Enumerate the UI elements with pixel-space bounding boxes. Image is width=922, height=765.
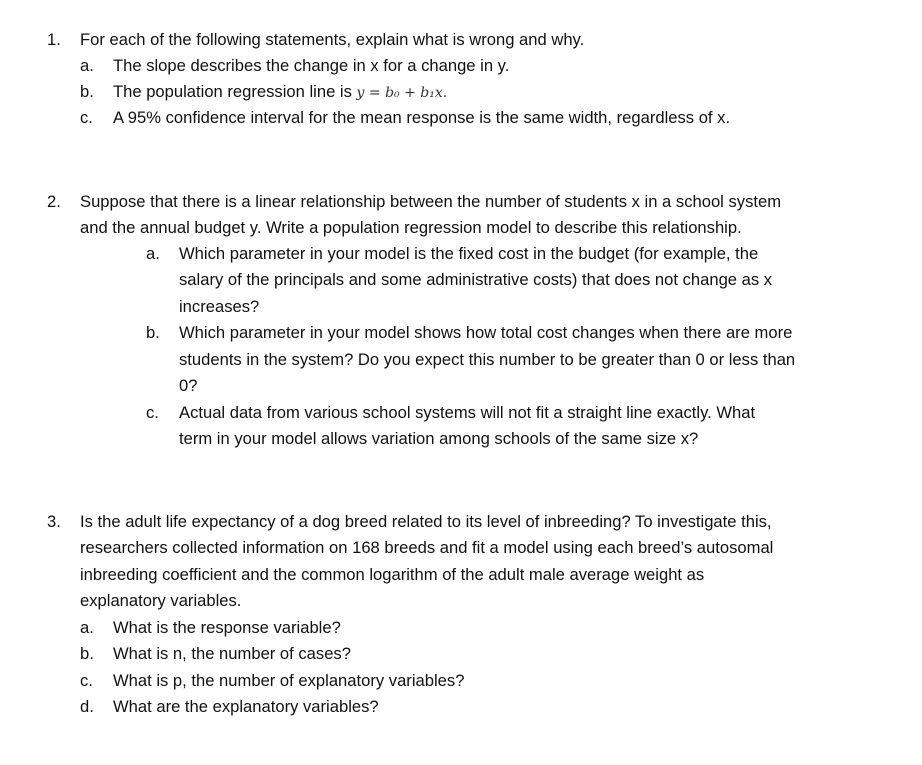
question-2-line-2: and the annual budget y. Write a population regression model to describe this relationship. bbox=[80, 218, 742, 237]
q1-part-b-text: The population regression line is bbox=[113, 82, 352, 101]
q3-part-a-label: a. bbox=[80, 618, 94, 637]
q1-part-a-text: The slope describes the change in x for a change in y. bbox=[113, 56, 510, 75]
regression-formula: y = b₀ + b₁x. bbox=[356, 85, 448, 101]
question-2-line-1: Suppose that there is a linear relationship between the number of students x in a school system bbox=[80, 192, 782, 211]
q1-part-c-label: c. bbox=[80, 108, 93, 127]
q2-part-a-line-2: salary of the principals and some administrative costs) that does not change as x bbox=[179, 270, 773, 289]
q2-part-c-label: c. bbox=[146, 403, 159, 422]
q1-part-b-line bbox=[113, 82, 447, 103]
question-3-line-2: researchers collected information on 168 breeds and fit a model using each breed’s autosomal bbox=[80, 538, 774, 557]
question-1-text: For each of the following statements, explain what is wrong and why. bbox=[80, 30, 585, 49]
q2-part-a-line-3: increases? bbox=[179, 297, 260, 316]
question-3-line-1: Is the adult life expectancy of a dog breed related to its level of inbreeding? To investigate this, bbox=[80, 512, 772, 531]
q2-part-c-line-1: Actual data from various school systems will not fit a straight line exactly. What bbox=[179, 403, 756, 422]
q3-part-c-text: What is p, the number of explanatory variables? bbox=[113, 671, 465, 690]
q3-part-b-label: b. bbox=[80, 644, 94, 663]
q1-part-c-text: A 95% confidence interval for the mean response is the same width, regardless of x. bbox=[113, 108, 731, 127]
question-3-number: 3. bbox=[47, 512, 61, 531]
q3-part-c-label: c. bbox=[80, 671, 93, 690]
q2-part-c-line-2: term in your model allows variation among schools of the same size x? bbox=[179, 429, 699, 448]
q2-part-b-line-1: Which parameter in your model shows how total cost changes when there are more bbox=[179, 323, 793, 342]
q2-part-b-line-2: students in the system? Do you expect this number to be greater than 0 or less than bbox=[179, 350, 796, 369]
q2-part-a-line-1: Which parameter in your model is the fixed cost in the budget (for example, the bbox=[179, 244, 759, 263]
q2-part-b-label: b. bbox=[146, 323, 160, 342]
question-3-line-4: explanatory variables. bbox=[80, 591, 242, 610]
q3-part-d-text: What are the explanatory variables? bbox=[113, 697, 379, 716]
question-3-line-3: inbreeding coefficient and the common logarithm of the adult male average weight as bbox=[80, 565, 705, 584]
q1-part-a-label: a. bbox=[80, 56, 94, 75]
q1-part-b-label: b. bbox=[80, 82, 94, 101]
question-1-number: 1. bbox=[47, 30, 61, 49]
q3-part-a-text: What is the response variable? bbox=[113, 618, 341, 637]
q3-part-b-text: What is n, the number of cases? bbox=[113, 644, 351, 663]
q3-part-d-label: d. bbox=[80, 697, 94, 716]
q2-part-a-label: a. bbox=[146, 244, 160, 263]
q2-part-b-line-3: 0? bbox=[179, 376, 198, 395]
question-2-number: 2. bbox=[47, 192, 61, 211]
